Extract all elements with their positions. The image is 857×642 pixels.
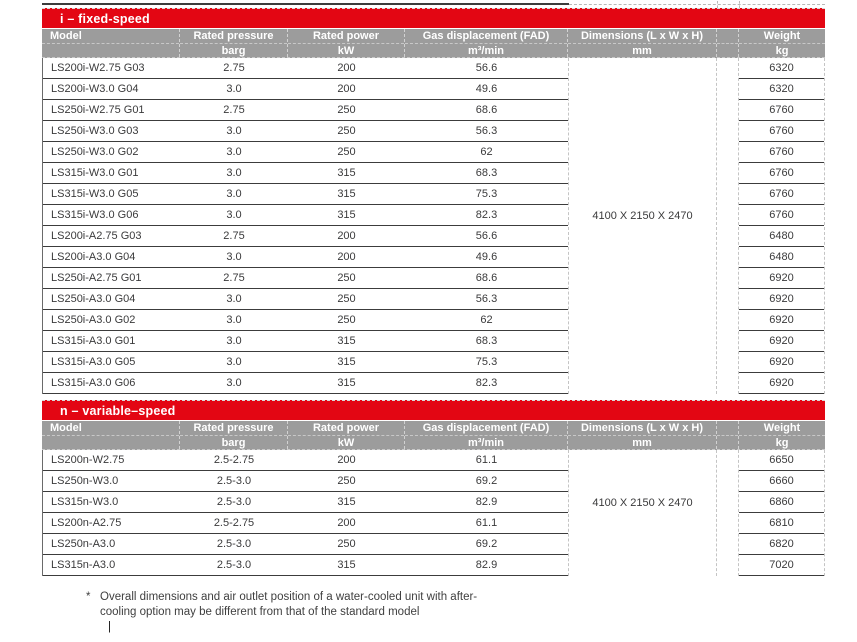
col-header-fad: Gas displacement (FAD) m³/min: [405, 29, 568, 57]
section-title-bar: [42, 400, 825, 420]
weight-cell: 6480: [769, 230, 794, 242]
fad-cell: 61.1: [475, 517, 498, 529]
fad-cell: 49.6: [475, 83, 498, 95]
pressure-cell: 2.75: [223, 272, 245, 284]
power-cell: 250: [337, 104, 356, 116]
artifact-dashed-line: [569, 4, 825, 5]
fad-cell: 68.6: [475, 272, 498, 284]
footnote: [86, 590, 825, 636]
table-row: [43, 513, 568, 534]
power-cell: 200: [337, 230, 356, 242]
weight-cell: 6920: [769, 335, 794, 347]
weight-cell: 6760: [769, 167, 794, 179]
table-row: [43, 331, 568, 352]
fad-cell: 62: [480, 314, 493, 326]
section-fixed-speed: [42, 8, 825, 394]
weight-row: [739, 373, 824, 394]
col-header-fad: Gas displacement (FAD) m³/min: [405, 421, 568, 449]
model-cell: LS250i-A3.0 G02: [51, 314, 136, 326]
weight-cell: 6480: [769, 251, 794, 263]
fad-cell: 68.3: [475, 167, 498, 179]
table-row: [43, 142, 568, 163]
table-row: [43, 352, 568, 373]
fad-cell: 49.6: [475, 251, 498, 263]
section-title: i – fixed-speed: [60, 11, 150, 26]
fad-cell: 56.3: [475, 293, 498, 305]
col-header-pressure: Rated pressure barg: [180, 29, 288, 57]
weight-row: [739, 79, 824, 100]
table-row: [43, 163, 568, 184]
weight-cell: 6760: [769, 104, 794, 116]
weight-row: [739, 534, 824, 555]
model-data-columns: [42, 58, 568, 394]
power-cell: 315: [337, 335, 356, 347]
fad-cell: 61.1: [475, 454, 498, 466]
pressure-cell: 3.0: [226, 314, 242, 326]
power-cell: 200: [337, 251, 356, 263]
fad-cell: 56.6: [475, 62, 498, 74]
spacer-column: [717, 450, 739, 576]
model-cell: LS315i-A3.0 G05: [51, 356, 136, 368]
dimensions-merged-cell: 4100 X 2150 X 2470: [568, 58, 717, 394]
weight-row: [739, 331, 824, 352]
weight-cell: 6760: [769, 146, 794, 158]
pressure-cell: 3.0: [226, 167, 242, 179]
col-header-power: Rated power kW: [288, 29, 405, 57]
weight-cell: 6650: [769, 454, 794, 466]
table-row: [43, 205, 568, 226]
power-cell: 315: [337, 188, 356, 200]
cutoff-gridline-artifact: [42, 1, 825, 8]
weight-cell: 6320: [769, 83, 794, 95]
model-cell: LS250i-W2.75 G01: [51, 104, 145, 116]
pressure-cell: 2.5-3.0: [216, 475, 252, 487]
model-cell: LS315i-W3.0 G05: [51, 188, 139, 200]
model-cell: LS200i-W3.0 G04: [51, 83, 139, 95]
section-title-bar: [42, 8, 825, 28]
section-title: n – variable–speed: [60, 403, 176, 418]
power-cell: 200: [337, 454, 356, 466]
artifact-tick: [739, 1, 740, 8]
column-header-row: [42, 28, 825, 58]
weight-cell: 6920: [769, 377, 794, 389]
power-cell: 315: [337, 209, 356, 221]
pressure-cell: 3.0: [226, 293, 242, 305]
section-variable-speed: [42, 400, 825, 576]
weight-row: [739, 492, 824, 513]
dimensions-merged-cell: 4100 X 2150 X 2470: [568, 450, 717, 576]
col-header-spacer: [717, 421, 739, 449]
power-cell: 200: [337, 83, 356, 95]
model-cell: LS250i-W3.0 G03: [51, 125, 139, 137]
pressure-cell: 3.0: [226, 251, 242, 263]
model-cell: LS315i-W3.0 G01: [51, 167, 139, 179]
model-cell: LS200n-W2.75: [51, 454, 125, 466]
weight-cell: 6760: [769, 209, 794, 221]
spacer-column: [717, 58, 739, 394]
table-row: [43, 226, 568, 247]
table-row: [43, 247, 568, 268]
table-row: [43, 450, 568, 471]
table-row: [43, 268, 568, 289]
fad-cell: 82.3: [475, 377, 498, 389]
table-body: [42, 58, 825, 394]
power-cell: 315: [337, 559, 356, 571]
fad-cell: 82.9: [475, 559, 498, 571]
text-cursor[interactable]: |: [108, 621, 111, 634]
pressure-cell: 2.75: [223, 104, 245, 116]
weight-cell: 6920: [769, 293, 794, 305]
power-cell: 250: [337, 293, 356, 305]
pressure-cell: 2.5-2.75: [213, 454, 255, 466]
fad-cell: 69.2: [475, 475, 498, 487]
weight-cell: 6760: [769, 125, 794, 137]
power-cell: 315: [337, 356, 356, 368]
pressure-cell: 3.0: [226, 209, 242, 221]
power-cell: 315: [337, 167, 356, 179]
table-row: [43, 58, 568, 79]
col-header-pressure: Rated pressure barg: [180, 421, 288, 449]
footnote-marker: *: [86, 591, 91, 603]
table-row: [43, 555, 568, 576]
footnote-line-1: Overall dimensions and air outlet position of a water-cooled unit with after-: [100, 591, 478, 603]
col-header-weight: Weight kg: [739, 29, 825, 57]
fad-cell: 75.3: [475, 356, 498, 368]
artifact-tick: [717, 1, 718, 8]
weight-row: [739, 555, 824, 576]
weight-cell: 6810: [769, 517, 794, 529]
power-cell: 250: [337, 538, 356, 550]
weight-cell: 6660: [769, 475, 794, 487]
weight-cell: 6920: [769, 272, 794, 284]
weight-cell: 6820: [769, 538, 794, 550]
weight-row: [739, 121, 824, 142]
weight-cell: 6320: [769, 62, 794, 74]
model-cell: LS250n-W3.0: [51, 475, 119, 487]
weight-row: [739, 352, 824, 373]
fad-cell: 68.3: [475, 335, 498, 347]
power-cell: 250: [337, 272, 356, 284]
spec-sheet: [42, 0, 825, 636]
weight-cell: 6920: [769, 314, 794, 326]
table-row: [43, 492, 568, 513]
pressure-cell: 2.75: [223, 62, 245, 74]
power-cell: 250: [337, 125, 356, 137]
fad-cell: 75.3: [475, 188, 498, 200]
pressure-cell: 2.5-3.0: [216, 538, 252, 550]
model-data-columns: [42, 450, 568, 576]
fad-cell: 82.9: [475, 496, 498, 508]
power-cell: 200: [337, 517, 356, 529]
weight-column: [739, 450, 825, 576]
table-row: [43, 373, 568, 394]
weight-cell: 7020: [769, 559, 794, 571]
col-header-power: Rated power kW: [288, 421, 405, 449]
model-cell: LS200i-W2.75 G03: [51, 62, 145, 74]
weight-row: [739, 310, 824, 331]
footnote-line-2: cooling option may be different from that of the standard model |: [100, 605, 477, 635]
col-header-spacer: [717, 29, 739, 57]
model-cell: LS315i-A3.0 G06: [51, 377, 136, 389]
power-cell: 200: [337, 62, 356, 74]
weight-row: [739, 184, 824, 205]
weight-row: [739, 289, 824, 310]
model-cell: LS250i-A2.75 G01: [51, 272, 142, 284]
table-row: [43, 79, 568, 100]
weight-cell: 6920: [769, 356, 794, 368]
weight-row: [739, 247, 824, 268]
fad-cell: 69.2: [475, 538, 498, 550]
model-cell: LS315n-A3.0: [51, 559, 116, 571]
pressure-cell: 2.5-3.0: [216, 559, 252, 571]
model-cell: LS250n-A3.0: [51, 538, 116, 550]
model-cell: LS250i-W3.0 G02: [51, 146, 139, 158]
col-header-model: Model: [42, 421, 180, 449]
weight-row: [739, 163, 824, 184]
pressure-cell: 2.5-3.0: [216, 496, 252, 508]
model-cell: LS200i-A2.75 G03: [51, 230, 142, 242]
pressure-cell: 3.0: [226, 188, 242, 200]
fad-cell: 68.6: [475, 104, 498, 116]
table-body: [42, 450, 825, 576]
weight-cell: 6860: [769, 496, 794, 508]
model-cell: LS315n-W3.0: [51, 496, 119, 508]
table-row: [43, 121, 568, 142]
pressure-cell: 3.0: [226, 125, 242, 137]
pressure-cell: 3.0: [226, 146, 242, 158]
pressure-cell: 3.0: [226, 83, 242, 95]
pressure-cell: 3.0: [226, 356, 242, 368]
col-header-dimensions: Dimensions (L x W x H) mm: [568, 29, 717, 57]
column-header-row: [42, 420, 825, 450]
power-cell: 250: [337, 146, 356, 158]
table-row: [43, 310, 568, 331]
weight-row: [739, 226, 824, 247]
power-cell: 315: [337, 377, 356, 389]
weight-row: [739, 450, 824, 471]
weight-row: [739, 471, 824, 492]
model-cell: LS200n-A2.75: [51, 517, 122, 529]
col-header-weight: Weight kg: [739, 421, 825, 449]
pressure-cell: 2.75: [223, 230, 245, 242]
model-cell: LS200i-A3.0 G04: [51, 251, 136, 263]
table-row: [43, 184, 568, 205]
power-cell: 250: [337, 475, 356, 487]
model-cell: LS250i-A3.0 G04: [51, 293, 136, 305]
table-row: [43, 534, 568, 555]
fad-cell: 56.6: [475, 230, 498, 242]
power-cell: 250: [337, 314, 356, 326]
fad-cell: 82.3: [475, 209, 498, 221]
fad-cell: 56.3: [475, 125, 498, 137]
weight-row: [739, 58, 824, 79]
col-header-model: Model: [42, 29, 180, 57]
weight-row: [739, 100, 824, 121]
weight-row: [739, 513, 824, 534]
pressure-cell: 3.0: [226, 377, 242, 389]
weight-cell: 6760: [769, 188, 794, 200]
footnote-text[interactable]: [100, 590, 477, 636]
model-cell: LS315i-A3.0 G01: [51, 335, 136, 347]
table-row: [43, 289, 568, 310]
pressure-cell: 2.5-2.75: [213, 517, 255, 529]
weight-row: [739, 142, 824, 163]
table-row: [43, 100, 568, 121]
col-header-dimensions: Dimensions (L x W x H) mm: [568, 421, 717, 449]
weight-row: [739, 268, 824, 289]
table-row: [43, 471, 568, 492]
model-cell: LS315i-W3.0 G06: [51, 209, 139, 221]
fad-cell: 62: [480, 146, 493, 158]
artifact-solid-line: [42, 3, 569, 5]
power-cell: 315: [337, 496, 356, 508]
weight-column: [739, 58, 825, 394]
weight-row: [739, 205, 824, 226]
pressure-cell: 3.0: [226, 335, 242, 347]
